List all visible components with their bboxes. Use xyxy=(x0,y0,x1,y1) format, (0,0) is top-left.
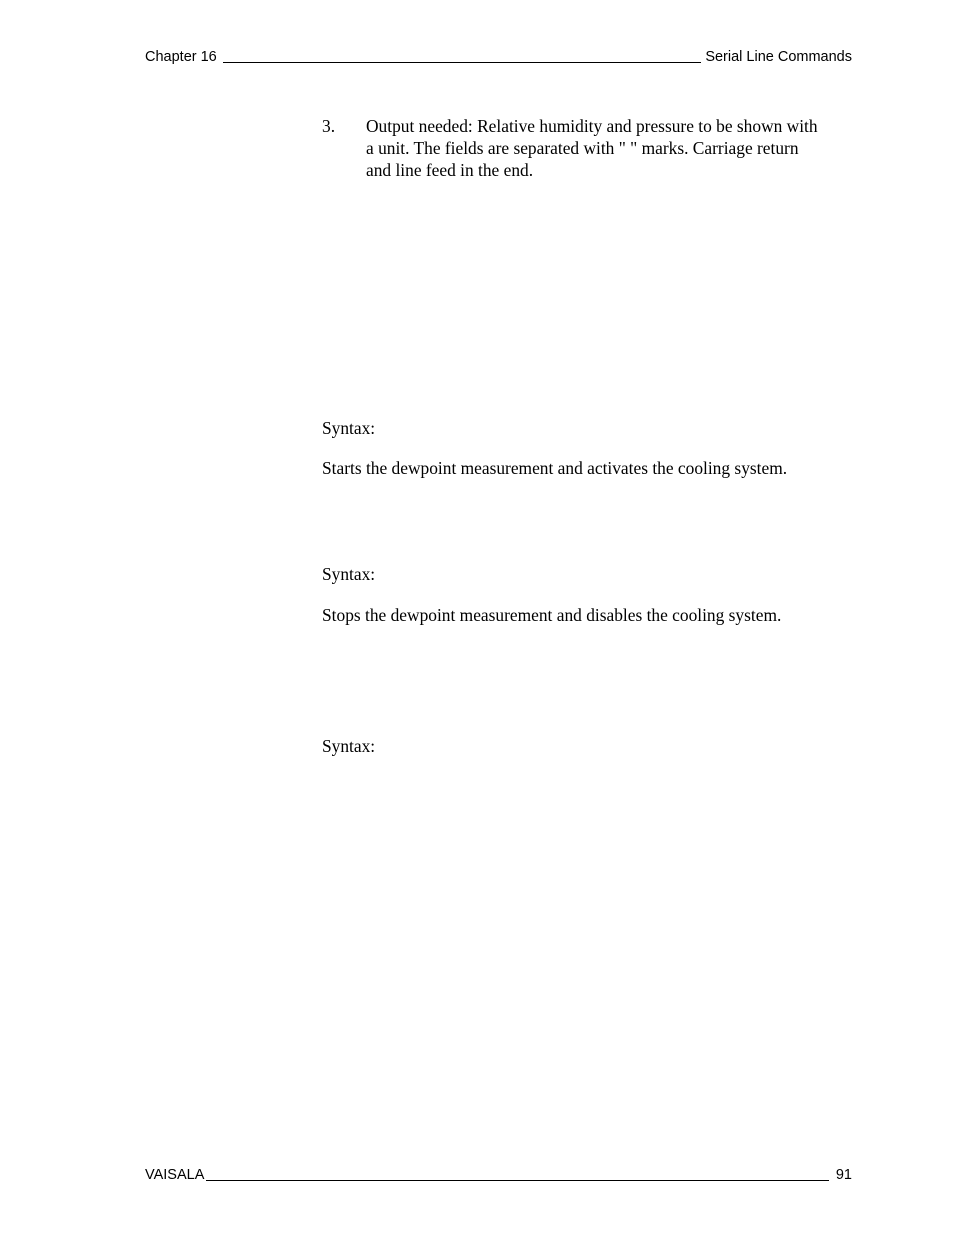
list-item-line: Output needed: Relative humidity and pressure to be shown with xyxy=(366,116,818,136)
page-number: 91 xyxy=(835,1167,852,1183)
page-footer xyxy=(145,1167,852,1184)
syntax-label-2: Syntax: xyxy=(322,564,376,584)
command-description-2: Stops the dewpoint measurement and disables the cooling system. xyxy=(322,605,782,625)
footer-rule xyxy=(206,1180,828,1181)
list-item-number: 3. xyxy=(322,116,336,136)
page-header xyxy=(145,49,852,66)
header-rule xyxy=(223,62,702,63)
syntax-label-3: Syntax: xyxy=(322,736,376,756)
list-item-text xyxy=(366,115,854,181)
header-chapter: Chapter 16 xyxy=(145,49,217,65)
footer-company: VAISALA xyxy=(145,1167,205,1183)
header-section-title: Serial Line Commands xyxy=(705,49,852,65)
command-description-1: Starts the dewpoint measurement and activates the cooling system. xyxy=(322,458,788,478)
numbered-list-item-3 xyxy=(322,115,854,181)
syntax-label-1: Syntax: xyxy=(322,418,376,438)
list-item-line: a unit. The fields are separated with " " marks. Carriage return xyxy=(366,138,799,158)
list-item-line: and line feed in the end. xyxy=(366,160,534,180)
